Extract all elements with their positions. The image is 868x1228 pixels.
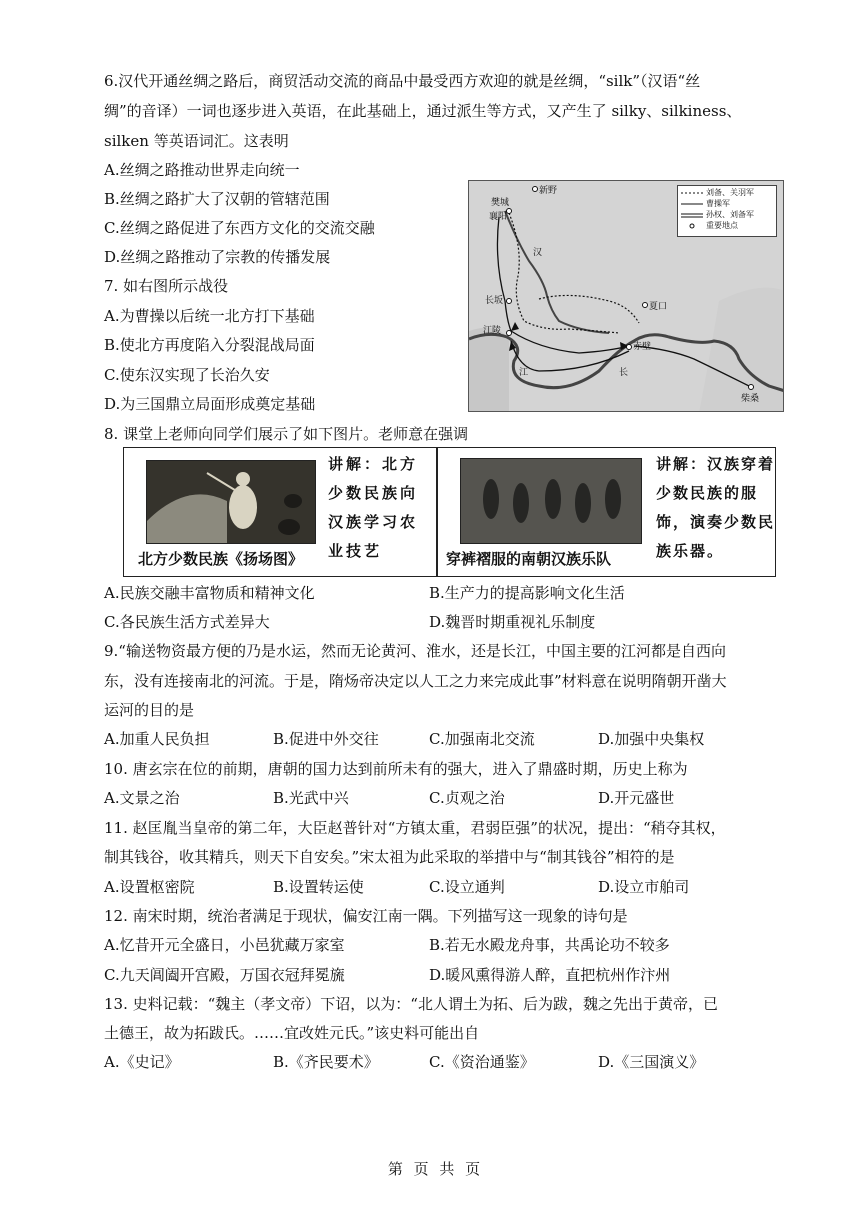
q7-option-d: D.为三国鼎立局面形成奠定基础	[104, 395, 316, 413]
q13-option-c: C.《资治通鉴》	[429, 1053, 535, 1071]
q12-stem: 12. 南宋时期，统治者满足于现状，偏安江南一隅。下列描写这一现象的诗句是	[104, 907, 628, 925]
right-caption: 穿裤褶服的南朝汉族乐队	[446, 550, 612, 568]
q7-option-a: A.为曹操以后统一北方打下基础	[104, 307, 315, 325]
band-relief-art	[461, 459, 641, 543]
map-label-chaisang: 柴桑	[741, 394, 760, 404]
q7-option-c: C.使东汉实现了长治久安	[104, 366, 270, 384]
q9-stem-line-1: 9.“输送物资最方便的乃是水运，然而无论黄河、淮水，还是长江，中国主要的江河都是自西向	[104, 642, 726, 660]
map-label-changban: 长坂	[485, 296, 504, 306]
map-label-jiang: 江	[519, 368, 529, 378]
q10-stem: 10. 唐玄宗在位的前期，唐朝的国力达到前所未有的强大，进入了鼎盛时期，历史上称为	[104, 760, 688, 778]
legend-cao: 曹操军	[706, 199, 730, 208]
q7-stem: 7. 如右图所示战役	[104, 277, 229, 295]
q8-option-a: A.民族交融丰富物质和精神文化	[104, 584, 315, 602]
map-label-xiakou: 夏口	[649, 302, 668, 312]
q10-option-a: A.文景之治	[104, 789, 180, 807]
map-label-chang: 长	[619, 368, 629, 378]
q13-option-a: A.《史记》	[104, 1053, 180, 1071]
q12-option-b: B.若无水殿龙舟事，共禹论功不较多	[429, 936, 670, 954]
map-label-chibi: 赤壁	[633, 342, 652, 352]
right-explanation	[656, 450, 775, 566]
q9-option-a: A.加重人民负担	[104, 730, 210, 748]
left-caption: 北方少数民族《扬场图》	[138, 550, 304, 568]
map-label-han-river: 汉	[533, 248, 543, 258]
left-explanation	[328, 450, 418, 566]
map-label-fancheng: 樊城	[491, 198, 510, 208]
map-label-jiangling: 江陵	[483, 326, 502, 336]
yangchang-painting-art	[147, 461, 315, 543]
q10-option-c: C.贞观之治	[429, 789, 505, 807]
q11-option-b: B.设置转运使	[273, 878, 364, 896]
q8-stem: 8. 课堂上老师向同学们展示了如下图片。老师意在强调	[104, 425, 469, 443]
left-explain-line-1: 讲解：北方	[328, 455, 419, 473]
q6-option-d: D.丝绸之路推动了宗教的传播发展	[104, 248, 331, 266]
q10-option-b: B.光武中兴	[273, 789, 349, 807]
q8-option-b: B.生产力的提高影响文化生活	[429, 584, 625, 602]
q9-option-b: B.促进中外交往	[273, 730, 379, 748]
q11-option-c: C.设立通判	[429, 878, 505, 896]
panel-divider	[436, 448, 438, 576]
q6-stem-line-1: 6.汉代开通丝绸之路后，商贸活动交流的商品中最受西方欢迎的就是丝绸，“silk”（汉语“丝	[104, 72, 701, 90]
q9-option-c: C.加强南北交流	[429, 730, 535, 748]
q13-stem-line-2: 土德王，故为拓跋氏。……宜改姓元氏。”该史料可能出自	[104, 1024, 480, 1042]
map-label-xiangyang: 襄阳	[489, 212, 508, 222]
q8-image-panel	[123, 447, 776, 577]
legend-place: 重要地点	[706, 221, 738, 230]
q11-stem-line-1: 11. 赵匡胤当皇帝的第二年，大臣赵普针对“方镇太重，君弱臣强”的状况，提出：“稍夺其权，	[104, 819, 726, 837]
q13-stem-line-1: 13. 史料记载：“魏主（孝文帝）下诏，以为：“北人谓土为拓、后为跋，魏之先出于黄帝，已	[104, 995, 718, 1013]
q13-option-d: D.《三国演义》	[598, 1053, 705, 1071]
right-explain-line-1: 讲解：汉族穿着	[656, 455, 776, 473]
q9-option-d: D.加强中央集权	[598, 730, 705, 748]
q11-option-a: A.设置枢密院	[104, 878, 195, 896]
q12-option-a: A.忆昔开元全盛日，小邑犹藏万家室	[104, 936, 345, 954]
q12-option-d: D.暖风熏得游人醉，直把杭州作汴州	[429, 966, 671, 984]
q6-option-a: A.丝绸之路推动世界走向统一	[104, 161, 300, 179]
q8-option-d: D.魏晋时期重视礼乐制度	[429, 613, 596, 631]
q11-option-d: D.设立市舶司	[598, 878, 690, 896]
battle-map	[468, 180, 784, 412]
page-footer: 第 页 共 页	[387, 1160, 481, 1178]
legend-sun-liu: 孙权、刘备军	[706, 210, 754, 219]
left-explain-line-3: 汉族学习农	[328, 513, 419, 531]
q6-option-c: C.丝绸之路促进了东西方文化的交流交融	[104, 219, 375, 237]
right-explain-line-2: 少数民族的服	[656, 484, 759, 502]
left-explain-line-4: 业技艺	[328, 542, 383, 560]
yangchang-painting	[146, 460, 316, 544]
q6-option-b: B.丝绸之路扩大了汉朝的管辖范围	[104, 190, 330, 208]
q6-stem-line-3: silken 等英语词汇。这表明	[104, 132, 289, 150]
legend-liu-guan: 刘备、关羽军	[706, 188, 754, 197]
q7-option-b: B.使北方再度陷入分裂混战局面	[104, 336, 315, 354]
q12-option-c: C.九天阊阖开宫殿，万国衣冠拜冕旒	[104, 966, 345, 984]
q13-option-b: B.《齐民要术》	[273, 1053, 379, 1071]
q9-stem-line-2: 东，没有连接南北的河流。于是，隋炀帝决定以人工之力来完成此事”材料意在说明隋朝开凿大	[104, 672, 727, 690]
q8-option-c: C.各民族生活方式差异大	[104, 613, 270, 631]
right-explain-line-4: 族乐器。	[656, 542, 725, 560]
q11-stem-line-2: 制其钱谷，收其精兵，则天下自安矣。”宋太祖为此采取的举措中与“制其钱谷”相符的是	[104, 848, 675, 866]
right-explain-line-3: 饰，演奏少数民	[656, 513, 776, 531]
band-relief	[460, 458, 642, 544]
q6-stem-line-2: 绸”的音译）一词也逐步进入英语，在此基础上，通过派生等方式，又产生了 silky、silkiness、	[104, 102, 742, 120]
q10-option-d: D.开元盛世	[598, 789, 675, 807]
q9-stem-line-3: 运河的目的是	[104, 701, 195, 719]
map-legend	[677, 185, 777, 237]
left-explain-line-2: 少数民族向	[328, 484, 419, 502]
map-label-xinye: 新野	[539, 186, 558, 196]
